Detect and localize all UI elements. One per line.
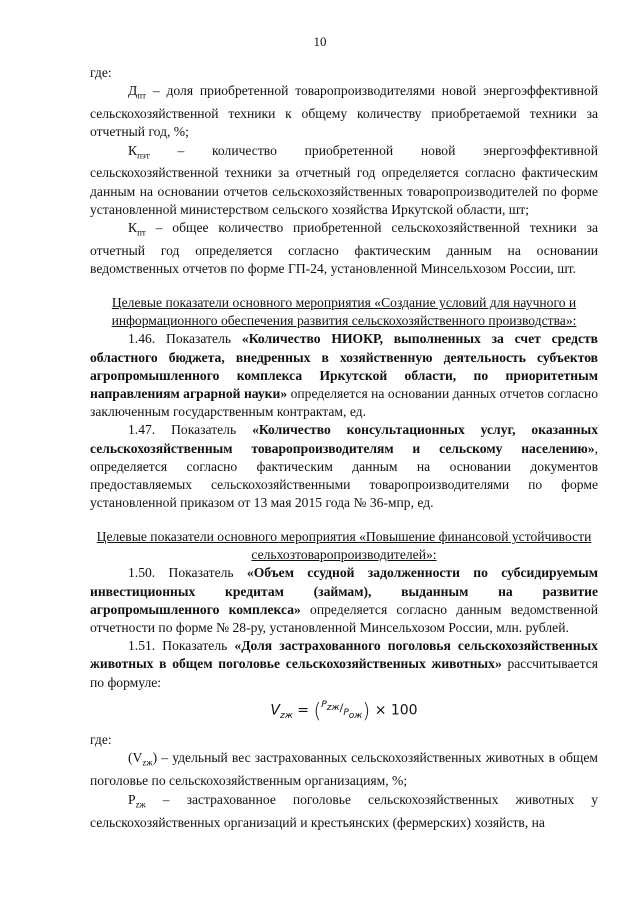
definition-kpt: $К_{пт}$ – общее количество приобретенной сельскохозяйственной техники за отчетный год определяется согласно фактическим данным на основании ведомственных отчетов по форме ГП-24, установленной Минсельхозом России, шт. — [90, 220, 598, 277]
definition-kpet: $К_{пэт}$ – количество приобретенной новой энергоэффективной сельскохозяйственной техники за отчетный год определяется согласно фактическим данным на основании отчетов сельскохозяйственных товаропроизводителей по форме установленной министерством сельского хозяйства Иркутской области, шт; — [90, 142, 598, 217]
item-1-50: 1.50. Показатель «Объем ссудной задолженности по субсидируемым инвестиционных кредитам (займам), выданным на развитие агропромышленного комплекса» определяется согласно данным ведомственной отчетности по форме № 28-ру, установленной Минсельхозом России, млн. рублей. — [90, 565, 598, 636]
page-body — [90, 64, 598, 832]
section-heading-science: Целевые показатели основного мероприятия «Создание условий для научного и информационного обеспечения развития сельскохозяйственного производства»: — [111, 295, 577, 329]
where-label: где: — [90, 65, 112, 80]
page-number: 10 — [313, 34, 327, 49]
section-heading-finance: Целевые показатели основного мероприятия «Повышение финансовой устойчивости сельхозтоваропроизводителей»: — [96, 529, 592, 563]
definition-vzj: $(V_{zж})$ – удельный вес застрахованных сельскохозяйственных животных в общем поголовье по сельскохозяйственным организациям, %; — [90, 750, 598, 789]
item-1-46: 1.46. Показатель «Количество НИОКР, выполненных за счет средств областного бюджета, внедренных в хозяйственную деятельность субъектов агропромышленного комплекса Иркутской области, по приоритетным направлениям аграрной науки» определяется на основании данных отчетов согласно заключенным государственным контрактам, ед. — [90, 331, 598, 420]
item-1-51: 1.51. Показатель «Доля застрахованного поголовья сельскохозяйственных животных в общем поголовье сельскохозяйственных животных» рассчитывается по формуле: — [90, 638, 598, 690]
where-label-2: где: — [90, 732, 112, 748]
formula: $V_{zж} = (^{P_{zж}}/_{P_{ож}}) \times 100$ — [270, 698, 418, 723]
definition-pzj: $P_{zж}$ – застрахованное поголовье сельскохозяйственных животных у сельскохозяйственных организаций и крестьянских (фермерских) хозяйств, на — [90, 791, 598, 830]
item-1-47: 1.47. Показатель «Количество консультационных услуг, оказанных сельскохозяйственным товаропроизводителям и сельскому населению», определяется согласно фактическим данным на основании документов предоставляемых сельскохозяйственными товаропроизводителями по форме установленной приказом от 13 мая 2015 года № 36-мпр, ед. — [90, 422, 598, 511]
definition-dpt: $Д_{пт}$ – доля приобретенной товаропроизводителями новой энергоэффективной сельскохозяйственной техники к общему количеству приобретаемой техники за отчетный год, %; — [90, 83, 598, 140]
